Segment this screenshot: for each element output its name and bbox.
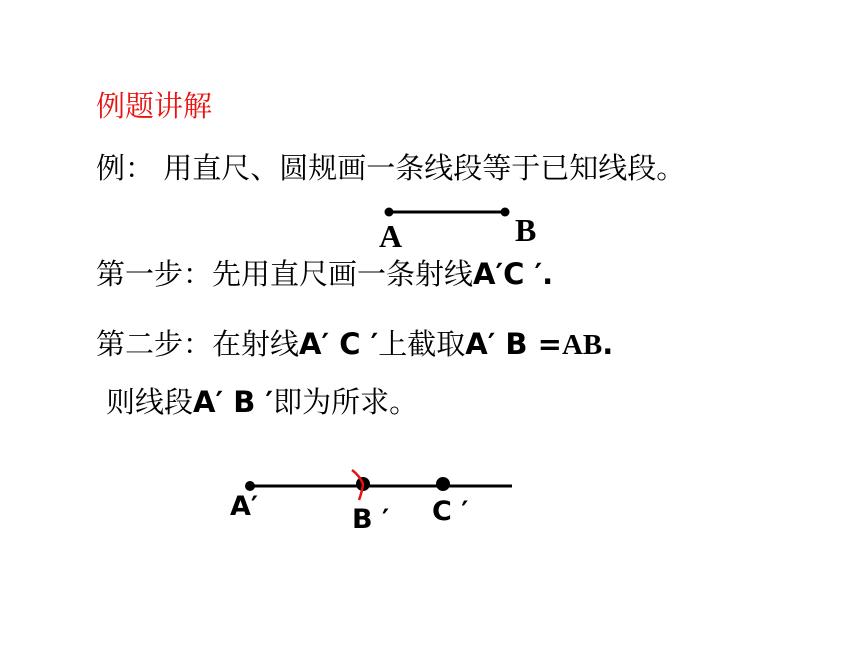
point-a-prime-dot — [245, 481, 255, 491]
step-two-end: . — [602, 327, 614, 361]
point-a-label: A — [379, 218, 403, 254]
result-prefix: 则线段 — [106, 385, 194, 419]
point-b-dot — [501, 208, 510, 217]
result-suffix: 即为所求。 — [273, 385, 419, 419]
step-one-text: 第一步：先用直尺画一条射线 — [96, 257, 474, 291]
example-label: 例： — [96, 151, 155, 185]
point-c-prime-label: C ′ — [432, 496, 469, 527]
step-one — [96, 256, 553, 292]
step-two-ray: A′ C ′ — [299, 327, 379, 361]
result-seg: A′ B ′ — [193, 385, 274, 419]
section-heading: 例题讲解 — [96, 89, 213, 123]
result-statement — [106, 384, 418, 420]
step-one-end: . — [542, 257, 554, 291]
step-two-seg2: AB — [561, 329, 603, 361]
point-a-dot — [385, 208, 394, 217]
step-two-text: 第二步：在射线 — [96, 327, 300, 361]
example-text: 用直尺、圆规画一条线段等于已知线段。 — [163, 151, 686, 185]
point-b-label: B — [515, 212, 537, 248]
point-c-prime-dot — [436, 477, 450, 491]
step-two-seg: A′ B = — [465, 327, 562, 361]
step-one-ray: A′C ′ — [473, 257, 543, 291]
step-two — [96, 326, 613, 363]
step-two-mid: 上截取 — [378, 327, 466, 361]
point-b-prime-label: B ′ — [352, 504, 390, 535]
point-a-prime-label: A′ — [230, 491, 259, 522]
